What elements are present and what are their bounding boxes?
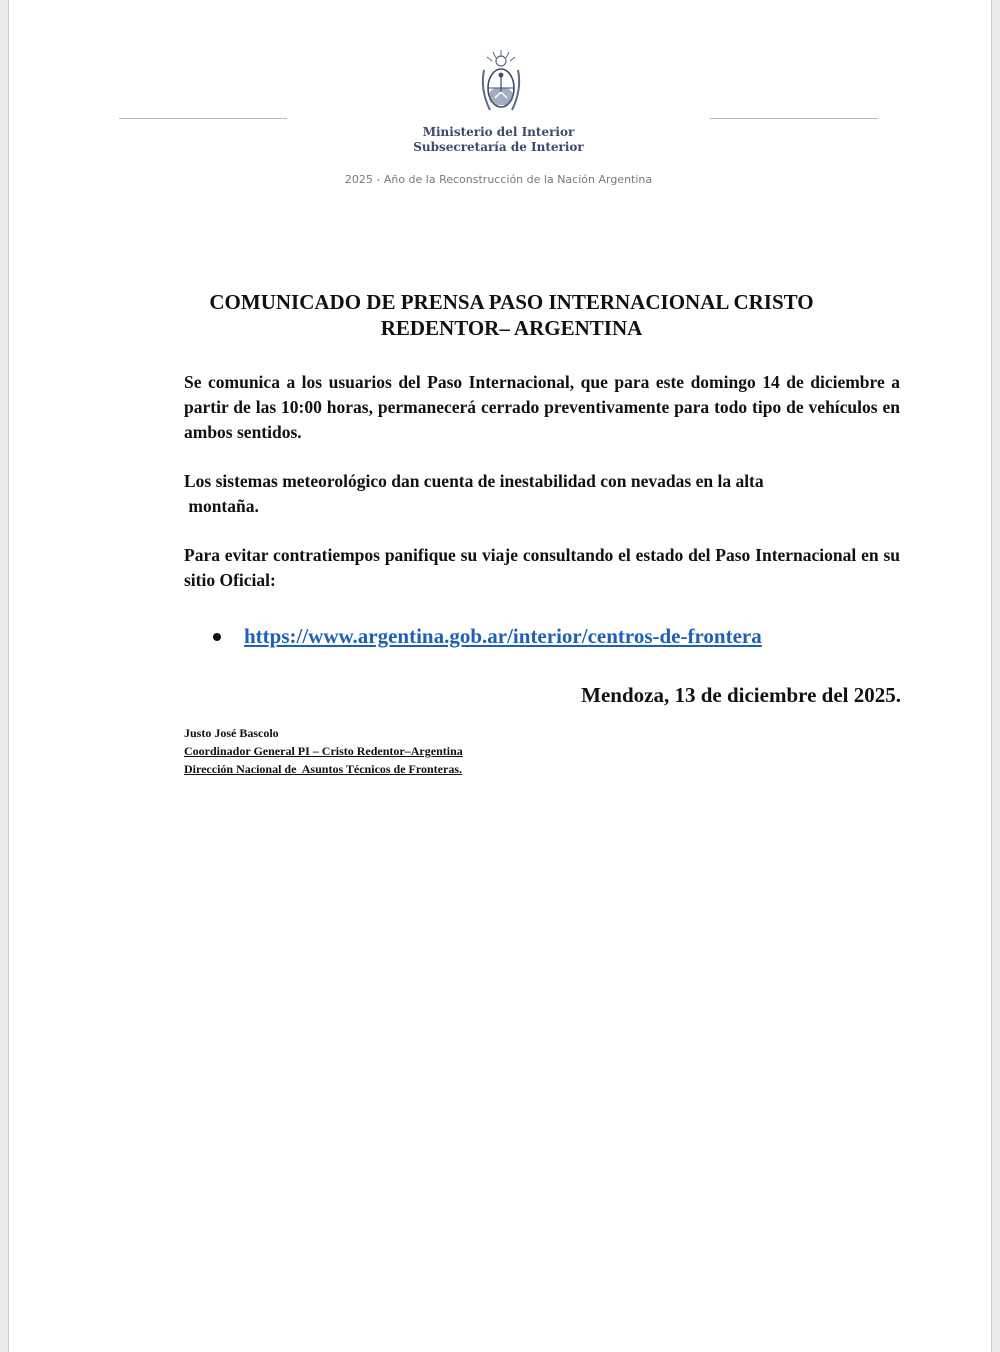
header-rule-left	[119, 118, 287, 119]
page-left-edge	[8, 0, 9, 1352]
weather-line-2: montaña.	[184, 496, 259, 516]
bullet-icon	[213, 633, 221, 641]
argentina-coat-of-arms-icon	[478, 48, 524, 118]
press-release-title	[148, 289, 875, 341]
header-rule-right	[710, 118, 878, 119]
signatory-name: Justo José Bascolo	[184, 726, 279, 740]
weather-line-1: Los sistemas meteorológico dan cuenta de inestabilidad con nevadas en la alta	[184, 471, 764, 491]
place-date: Mendoza, 13 de diciembre del 2025.	[581, 683, 901, 707]
ministry-header	[308, 125, 689, 155]
title-line-2: REDENTOR– ARGENTINA	[380, 316, 643, 340]
year-motto: 2025 - Año de la Reconstrucción de la Nación Argentina	[344, 173, 653, 186]
subsecretary-name: Subsecretaría de Interior	[413, 140, 584, 154]
page-right-edge	[991, 0, 992, 1352]
official-site-link[interactable]: https://www.argentina.gob.ar/interior/centros-de-frontera	[244, 624, 762, 648]
advice-paragraph: Para evitar contratiempos panifique su viaje consultando el estado del Paso Internacional en su sitio Oficial:	[184, 545, 900, 590]
signatory-role: Coordinador General PI – Cristo Redentor–Argentina	[184, 744, 463, 758]
signatory-office: Dirección Nacional de Asuntos Técnicos de Fronteras.	[184, 762, 462, 776]
title-line-1: COMUNICADO DE PRENSA PASO INTERNACIONAL CRISTO	[209, 290, 814, 314]
ministry-name: Ministerio del Interior	[422, 125, 575, 139]
weather-paragraph	[184, 469, 874, 519]
document-page	[8, 0, 992, 1352]
signature-block	[184, 724, 463, 778]
closure-paragraph: Se comunica a los usuarios del Paso Internacional, que para este domingo 14 de diciembre a partir de las 10:00 horas, permanecerá cerrado preventivamente para todo tipo de vehículos en ambos sentidos.	[184, 372, 900, 442]
